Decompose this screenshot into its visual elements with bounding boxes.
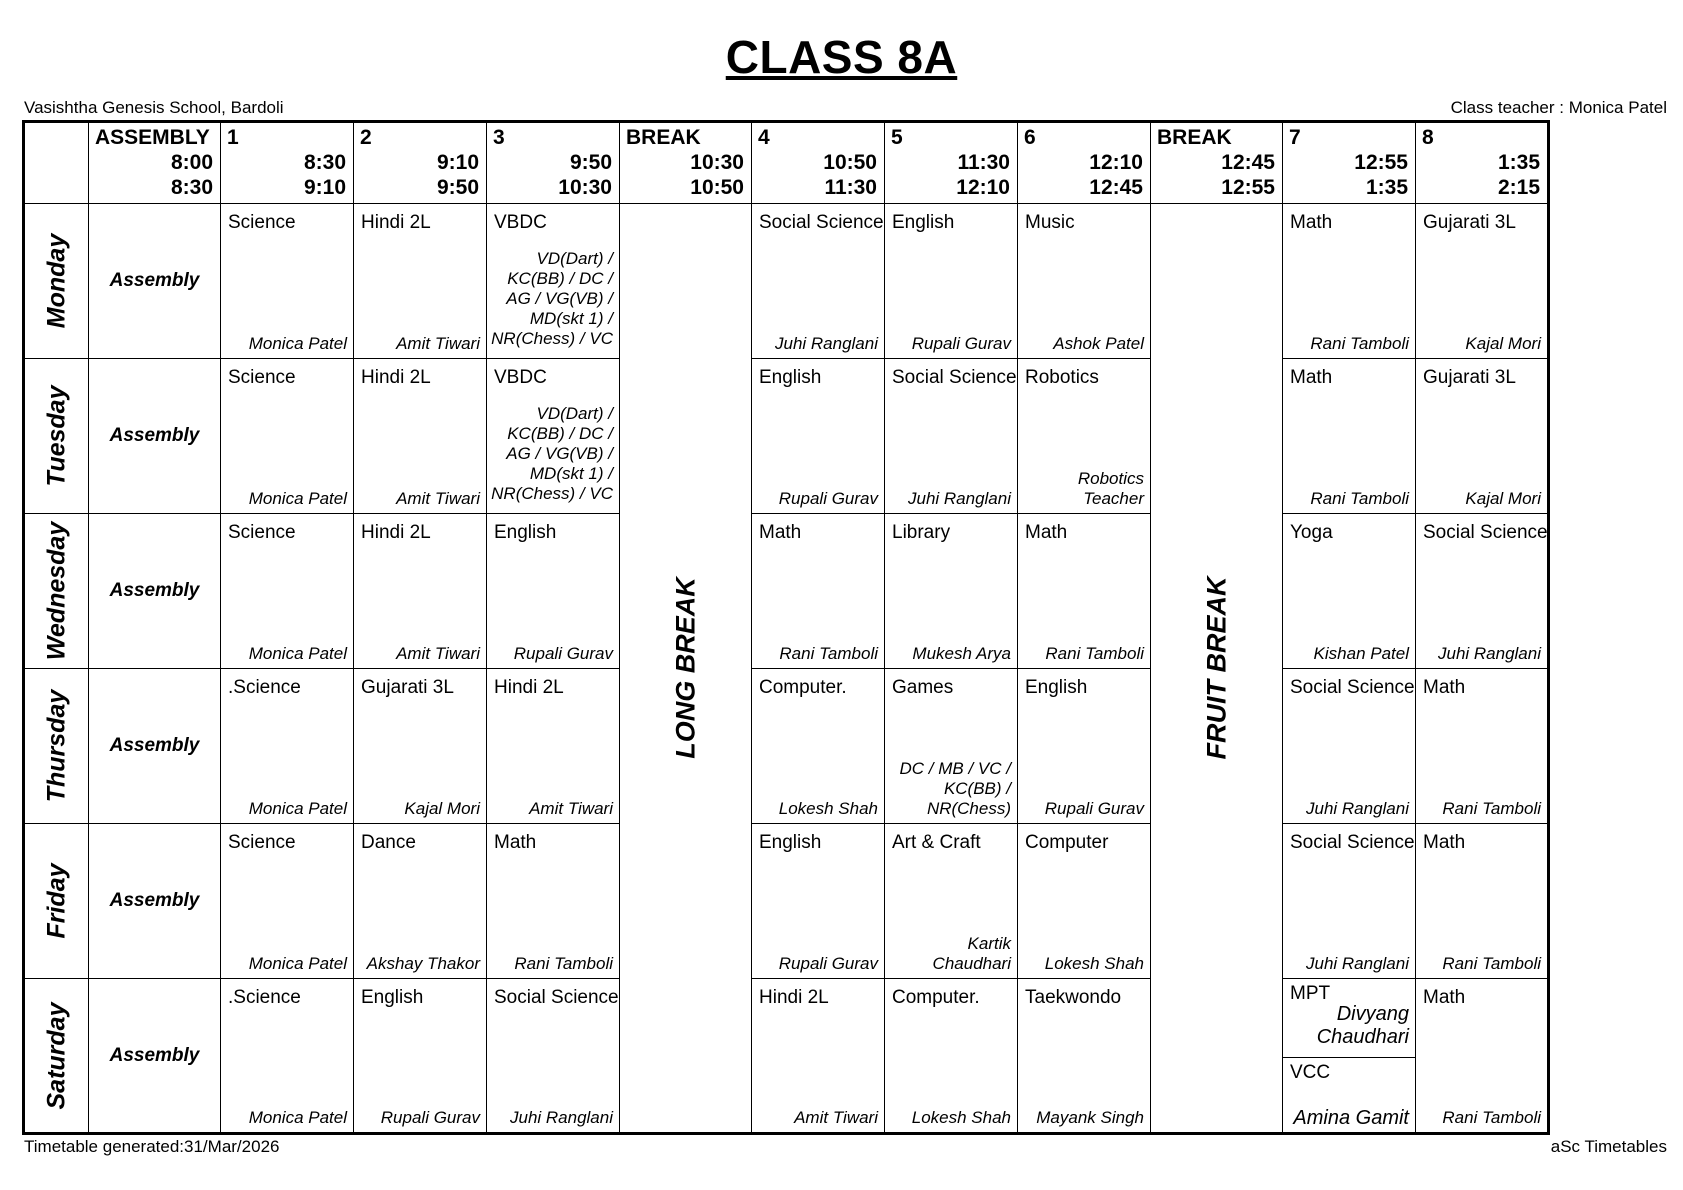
generator-brand: aSc Timetables <box>1550 1137 1667 1156</box>
period-start-time: 9:10 <box>436 151 479 174</box>
day-name: Saturday <box>42 1002 70 1109</box>
lesson-cell <box>221 824 354 979</box>
lesson-cell <box>1018 669 1151 824</box>
group-teachers-line: KC(BB) / DC / <box>507 424 613 443</box>
assembly-label: Assembly <box>109 425 200 446</box>
period-end-time: 2:15 <box>1497 176 1540 199</box>
teacher-name: Monica Patel <box>248 954 347 973</box>
period-header <box>1018 122 1151 204</box>
lesson-cell <box>354 979 487 1134</box>
group-teachers-line: VD(Dart) / <box>536 404 613 423</box>
period-label: 8 <box>1422 126 1434 149</box>
teacher-name: Rupali Gurav <box>513 644 613 663</box>
lesson-cell <box>885 669 1018 824</box>
assembly-label: Assembly <box>109 270 200 291</box>
subject-name: Science <box>228 522 296 543</box>
assembly-cell <box>89 669 221 824</box>
timetable <box>22 120 1550 1135</box>
group-teachers <box>491 249 613 349</box>
lesson-cell <box>221 514 354 669</box>
period-start-time: 10:30 <box>690 151 744 174</box>
teacher-name: Rani Tamboli <box>1442 954 1541 973</box>
school-name: Vasishtha Genesis School, Bardoli <box>24 98 284 117</box>
lesson-cell <box>1018 979 1151 1134</box>
assembly-cell <box>89 979 221 1134</box>
period-start-time: 8:30 <box>303 151 346 174</box>
subject-name: English <box>1025 677 1088 698</box>
period-header <box>354 122 487 204</box>
lesson-cell <box>1416 979 1549 1134</box>
fruit-break-cell <box>1151 204 1283 1134</box>
day-row <box>24 204 1549 359</box>
subject-name: Science <box>228 832 296 853</box>
lesson-cell <box>487 979 620 1134</box>
day-name: Tuesday <box>42 385 70 487</box>
day-row <box>24 979 1549 1134</box>
period-end-time: 8:30 <box>170 176 213 199</box>
subject-name: Social Science <box>1290 677 1415 698</box>
lesson-cell <box>487 669 620 824</box>
teacher-name-line: KC(BB) / <box>943 779 1011 798</box>
period-label: 3 <box>493 126 505 149</box>
day-name: Wednesday <box>42 521 70 661</box>
period-header <box>1151 122 1283 204</box>
lesson-cell <box>221 979 354 1134</box>
timetable-generated-date: Timetable generated:31/Mar/2026 <box>24 1137 280 1156</box>
lesson-cell <box>885 824 1018 979</box>
subject-name: Taekwondo <box>1025 987 1122 1008</box>
teacher-name <box>900 759 1011 819</box>
long-break-cell <box>620 204 752 1134</box>
period-end-time: 9:10 <box>303 176 346 199</box>
teacher-name: Lokesh Shah <box>911 1108 1011 1127</box>
subject-name: Social Science <box>892 367 1017 388</box>
teacher-name: Kishan Patel <box>1313 644 1409 663</box>
lesson-cell <box>752 669 885 824</box>
subject-name: Games <box>892 677 954 698</box>
lesson-cell <box>1283 204 1416 359</box>
teacher-name: Monica Patel <box>248 489 347 508</box>
subject-name: Social Science <box>1290 832 1415 853</box>
period-start-time: 12:45 <box>1221 151 1275 174</box>
subject-name: Math <box>1423 677 1466 698</box>
day-label-cell <box>24 514 89 669</box>
subject-name: Hindi 2L <box>494 677 564 698</box>
group-teachers-line: VD(Dart) / <box>536 249 613 268</box>
subject-name: Hindi 2L <box>759 987 829 1008</box>
assembly-cell <box>89 514 221 669</box>
subject-name: Math <box>1423 832 1466 853</box>
subject-name: Hindi 2L <box>361 367 431 388</box>
teacher-name-line: NR(Chess) <box>926 799 1011 818</box>
teacher-name: Rani Tamboli <box>1442 1108 1541 1127</box>
teacher-name: Juhi Ranglani <box>774 334 878 353</box>
lesson-cell <box>354 824 487 979</box>
lesson-cell <box>1018 514 1151 669</box>
day-row <box>24 669 1549 824</box>
period-start-time: 9:50 <box>569 151 612 174</box>
period-header <box>1416 122 1549 204</box>
lesson-cell <box>221 204 354 359</box>
subject-name: English <box>361 987 424 1008</box>
day-label-cell <box>24 669 89 824</box>
assembly-label: Assembly <box>109 890 200 911</box>
teacher-name: Rupali Gurav <box>911 334 1011 353</box>
teacher-name-line: Teacher <box>1083 489 1144 508</box>
period-label: ASSEMBLY <box>95 126 210 149</box>
subject-name: English <box>892 212 955 233</box>
teacher-name: Amina Gamit <box>1293 1107 1409 1129</box>
teacher-name: Rani Tamboli <box>1442 799 1541 818</box>
lesson-cell <box>752 979 885 1134</box>
lesson-cell <box>1018 824 1151 979</box>
teacher-name: Rani Tamboli <box>1045 644 1144 663</box>
period-header <box>620 122 752 204</box>
day-row <box>24 514 1549 669</box>
assembly-cell <box>89 359 221 514</box>
lesson-cell-split <box>1283 979 1416 1134</box>
lesson-cell <box>354 359 487 514</box>
class-teacher: Class teacher : Monica Patel <box>1450 98 1667 117</box>
teacher-name: Juhi Ranglani <box>1305 954 1409 973</box>
subject-name: Social Science <box>759 212 884 233</box>
page-title: CLASS 8A <box>725 31 958 83</box>
day-row <box>24 824 1549 979</box>
teacher-name-line: DC / MB / VC / <box>899 759 1011 778</box>
group-teachers-line: NR(Chess) / VC <box>491 484 613 503</box>
period-start-time: 1:35 <box>1497 151 1540 174</box>
period-start-time: 8:00 <box>170 151 213 174</box>
teacher-name: Monica Patel <box>248 1108 347 1127</box>
teacher-name: Rupali Gurav <box>380 1108 480 1127</box>
teacher-name: Rupali Gurav <box>778 489 878 508</box>
subject-name: VBDC <box>494 367 547 388</box>
period-end-time: 12:45 <box>1089 176 1143 199</box>
teacher-name: Rani Tamboli <box>514 954 613 973</box>
period-end-time: 11:30 <box>824 176 877 199</box>
teacher-name: Monica Patel <box>248 334 347 353</box>
subject-name: Music <box>1025 212 1075 233</box>
assembly-label: Assembly <box>109 735 200 756</box>
subject-name: English <box>494 522 557 543</box>
lesson-cell <box>1416 204 1549 359</box>
lesson-cell <box>1283 824 1416 979</box>
subject-name: Robotics <box>1025 367 1099 388</box>
lesson-cell <box>885 359 1018 514</box>
long-break-label: LONG BREAK <box>670 577 700 759</box>
group-teachers-line: AG / VG(VB) / <box>506 444 613 463</box>
teacher-name: Rani Tamboli <box>1310 334 1409 353</box>
subject-name: Science <box>228 212 296 233</box>
period-start-time: 11:30 <box>957 151 1010 174</box>
period-header <box>221 122 354 204</box>
teacher-name: Mayank Singh <box>1036 1108 1144 1127</box>
subject-name: Dance <box>361 832 416 853</box>
lesson-cell <box>885 979 1018 1134</box>
lesson-cell <box>487 204 620 359</box>
subject-name: Math <box>494 832 537 853</box>
subject-name: .Science <box>228 987 301 1008</box>
teacher-name: Rani Tamboli <box>779 644 878 663</box>
group-teachers-line: AG / VG(VB) / <box>506 289 613 308</box>
lesson-cell <box>1283 669 1416 824</box>
lesson-cell <box>1416 669 1549 824</box>
teacher-name: Monica Patel <box>248 644 347 663</box>
period-header <box>487 122 620 204</box>
subject-name: Social Science <box>494 987 619 1008</box>
assembly-cell <box>89 204 221 359</box>
teacher-name-line: Robotics <box>1077 469 1144 488</box>
period-label: 5 <box>891 126 903 149</box>
subject-name: Art & Craft <box>892 832 981 853</box>
lesson-half <box>1283 979 1415 1058</box>
lesson-cell <box>1416 824 1549 979</box>
subject-name: MPT <box>1290 983 1331 1004</box>
period-end-time: 12:55 <box>1221 176 1275 199</box>
period-end-time: 10:50 <box>690 176 744 199</box>
teacher-name: Juhi Ranglani <box>1437 644 1541 663</box>
teacher-name-line: Divyang <box>1336 1003 1409 1025</box>
period-end-time: 12:10 <box>956 176 1010 199</box>
lesson-cell <box>885 204 1018 359</box>
assembly-label: Assembly <box>109 580 200 601</box>
group-teachers <box>491 404 613 504</box>
assembly-label: Assembly <box>109 1044 200 1066</box>
subject-name: Math <box>1025 522 1068 543</box>
period-end-time: 1:35 <box>1365 176 1408 199</box>
teacher-name: Amit Tiwari <box>396 489 480 508</box>
teacher-name: Monica Patel <box>248 799 347 818</box>
period-header <box>752 122 885 204</box>
subject-name: Library <box>892 522 951 543</box>
subject-name: Computer <box>1025 832 1109 853</box>
subject-name: VCC <box>1290 1062 1331 1083</box>
subject-name: Math <box>759 522 802 543</box>
day-row <box>24 359 1549 514</box>
lesson-cell <box>752 824 885 979</box>
period-end-time: 10:30 <box>558 176 612 199</box>
lesson-cell <box>752 359 885 514</box>
lesson-cell <box>1283 359 1416 514</box>
teacher-name: Juhi Ranglani <box>509 1108 613 1127</box>
lesson-cell <box>221 669 354 824</box>
period-label: 7 <box>1289 126 1301 149</box>
fruit-break-label: FRUIT BREAK <box>1201 576 1231 760</box>
subject-name: Math <box>1423 987 1466 1008</box>
teacher-name: Juhi Ranglani <box>1305 799 1409 818</box>
day-label-cell <box>24 359 89 514</box>
teacher-name: Amit Tiwari <box>396 334 480 353</box>
lesson-cell <box>752 514 885 669</box>
lesson-half <box>1283 1058 1415 1132</box>
lesson-cell <box>354 669 487 824</box>
day-label-cell <box>24 824 89 979</box>
period-start-time: 12:10 <box>1089 151 1143 174</box>
lesson-cell <box>1018 359 1151 514</box>
teacher-name: Rupali Gurav <box>1044 799 1144 818</box>
period-header-row <box>24 122 1549 204</box>
subject-name: Math <box>1290 367 1333 388</box>
group-teachers-line: NR(Chess) / VC <box>491 329 613 348</box>
teacher-name: Kartik Chaudhari <box>932 934 1011 973</box>
subject-name: Social Science <box>1423 522 1548 543</box>
teacher-name: Ashok Patel <box>1053 334 1144 353</box>
subject-name: Gujarati 3L <box>1423 212 1516 233</box>
lesson-cell <box>487 514 620 669</box>
day-label-cell <box>24 979 89 1134</box>
lesson-cell <box>1283 514 1416 669</box>
period-header <box>885 122 1018 204</box>
subject-name: Science <box>228 367 296 388</box>
subject-name: Gujarati 3L <box>1423 367 1516 388</box>
teacher-name: Juhi Ranglani <box>907 489 1011 508</box>
lesson-cell <box>487 824 620 979</box>
subject-name: English <box>759 832 822 853</box>
teacher-name: Mukesh Arya <box>912 644 1011 663</box>
lesson-cell <box>221 359 354 514</box>
group-teachers-line: MD(skt 1) / <box>529 464 613 483</box>
period-start-time: 10:50 <box>823 151 877 174</box>
period-start-time: 12:55 <box>1354 151 1408 174</box>
lesson-cell <box>1416 359 1549 514</box>
teacher-name: Lokesh Shah <box>778 799 878 818</box>
teacher-name: Rani Tamboli <box>1310 489 1409 508</box>
subject-name: VBDC <box>494 212 547 233</box>
period-header <box>1283 122 1416 204</box>
subject-name: .Science <box>228 677 301 698</box>
teacher-name: Kajal Mori <box>1465 334 1541 353</box>
group-teachers-line: MD(skt 1) / <box>529 309 613 328</box>
teacher-name: Rupali Gurav <box>778 954 878 973</box>
day-name: Thursday <box>42 689 70 803</box>
teacher-name <box>1078 469 1144 509</box>
subject-name: Computer. <box>759 677 847 698</box>
day-label-cell <box>24 204 89 359</box>
teacher-name-line: Chaudhari <box>1316 1026 1409 1048</box>
teacher-name: Kajal Mori <box>1465 489 1541 508</box>
teacher-name <box>1317 1003 1409 1049</box>
lesson-cell <box>354 204 487 359</box>
lesson-cell <box>487 359 620 514</box>
group-teachers-line: KC(BB) / DC / <box>507 269 613 288</box>
subject-name: English <box>759 367 822 388</box>
period-label: 2 <box>360 126 372 149</box>
period-label: BREAK <box>1157 126 1232 149</box>
teacher-name: Amit Tiwari <box>794 1108 878 1127</box>
period-label: 1 <box>227 126 239 149</box>
teacher-name: Kajal Mori <box>404 799 480 818</box>
teacher-name: Amit Tiwari <box>396 644 480 663</box>
subject-name: Yoga <box>1290 522 1333 543</box>
subject-name: Math <box>1290 212 1333 233</box>
lesson-cell <box>885 514 1018 669</box>
day-name: Friday <box>42 863 70 939</box>
period-end-time: 9:50 <box>436 176 479 199</box>
teacher-name: Amit Tiwari <box>529 799 613 818</box>
period-header <box>89 122 221 204</box>
teacher-name: Lokesh Shah <box>1044 954 1144 973</box>
period-label: 4 <box>758 126 770 149</box>
assembly-cell <box>89 824 221 979</box>
lesson-cell <box>1416 514 1549 669</box>
lesson-cell <box>1018 204 1151 359</box>
subject-name: Hindi 2L <box>361 522 431 543</box>
period-label: 6 <box>1024 126 1036 149</box>
lesson-cell <box>752 204 885 359</box>
subject-name: Gujarati 3L <box>361 677 454 698</box>
teacher-name: Akshay Thakor <box>366 954 480 973</box>
subject-name: Hindi 2L <box>361 212 431 233</box>
lesson-cell <box>354 514 487 669</box>
period-label: BREAK <box>626 126 701 149</box>
subject-name: Computer. <box>892 987 980 1008</box>
corner-cell <box>24 122 89 204</box>
day-name: Monday <box>42 233 70 329</box>
